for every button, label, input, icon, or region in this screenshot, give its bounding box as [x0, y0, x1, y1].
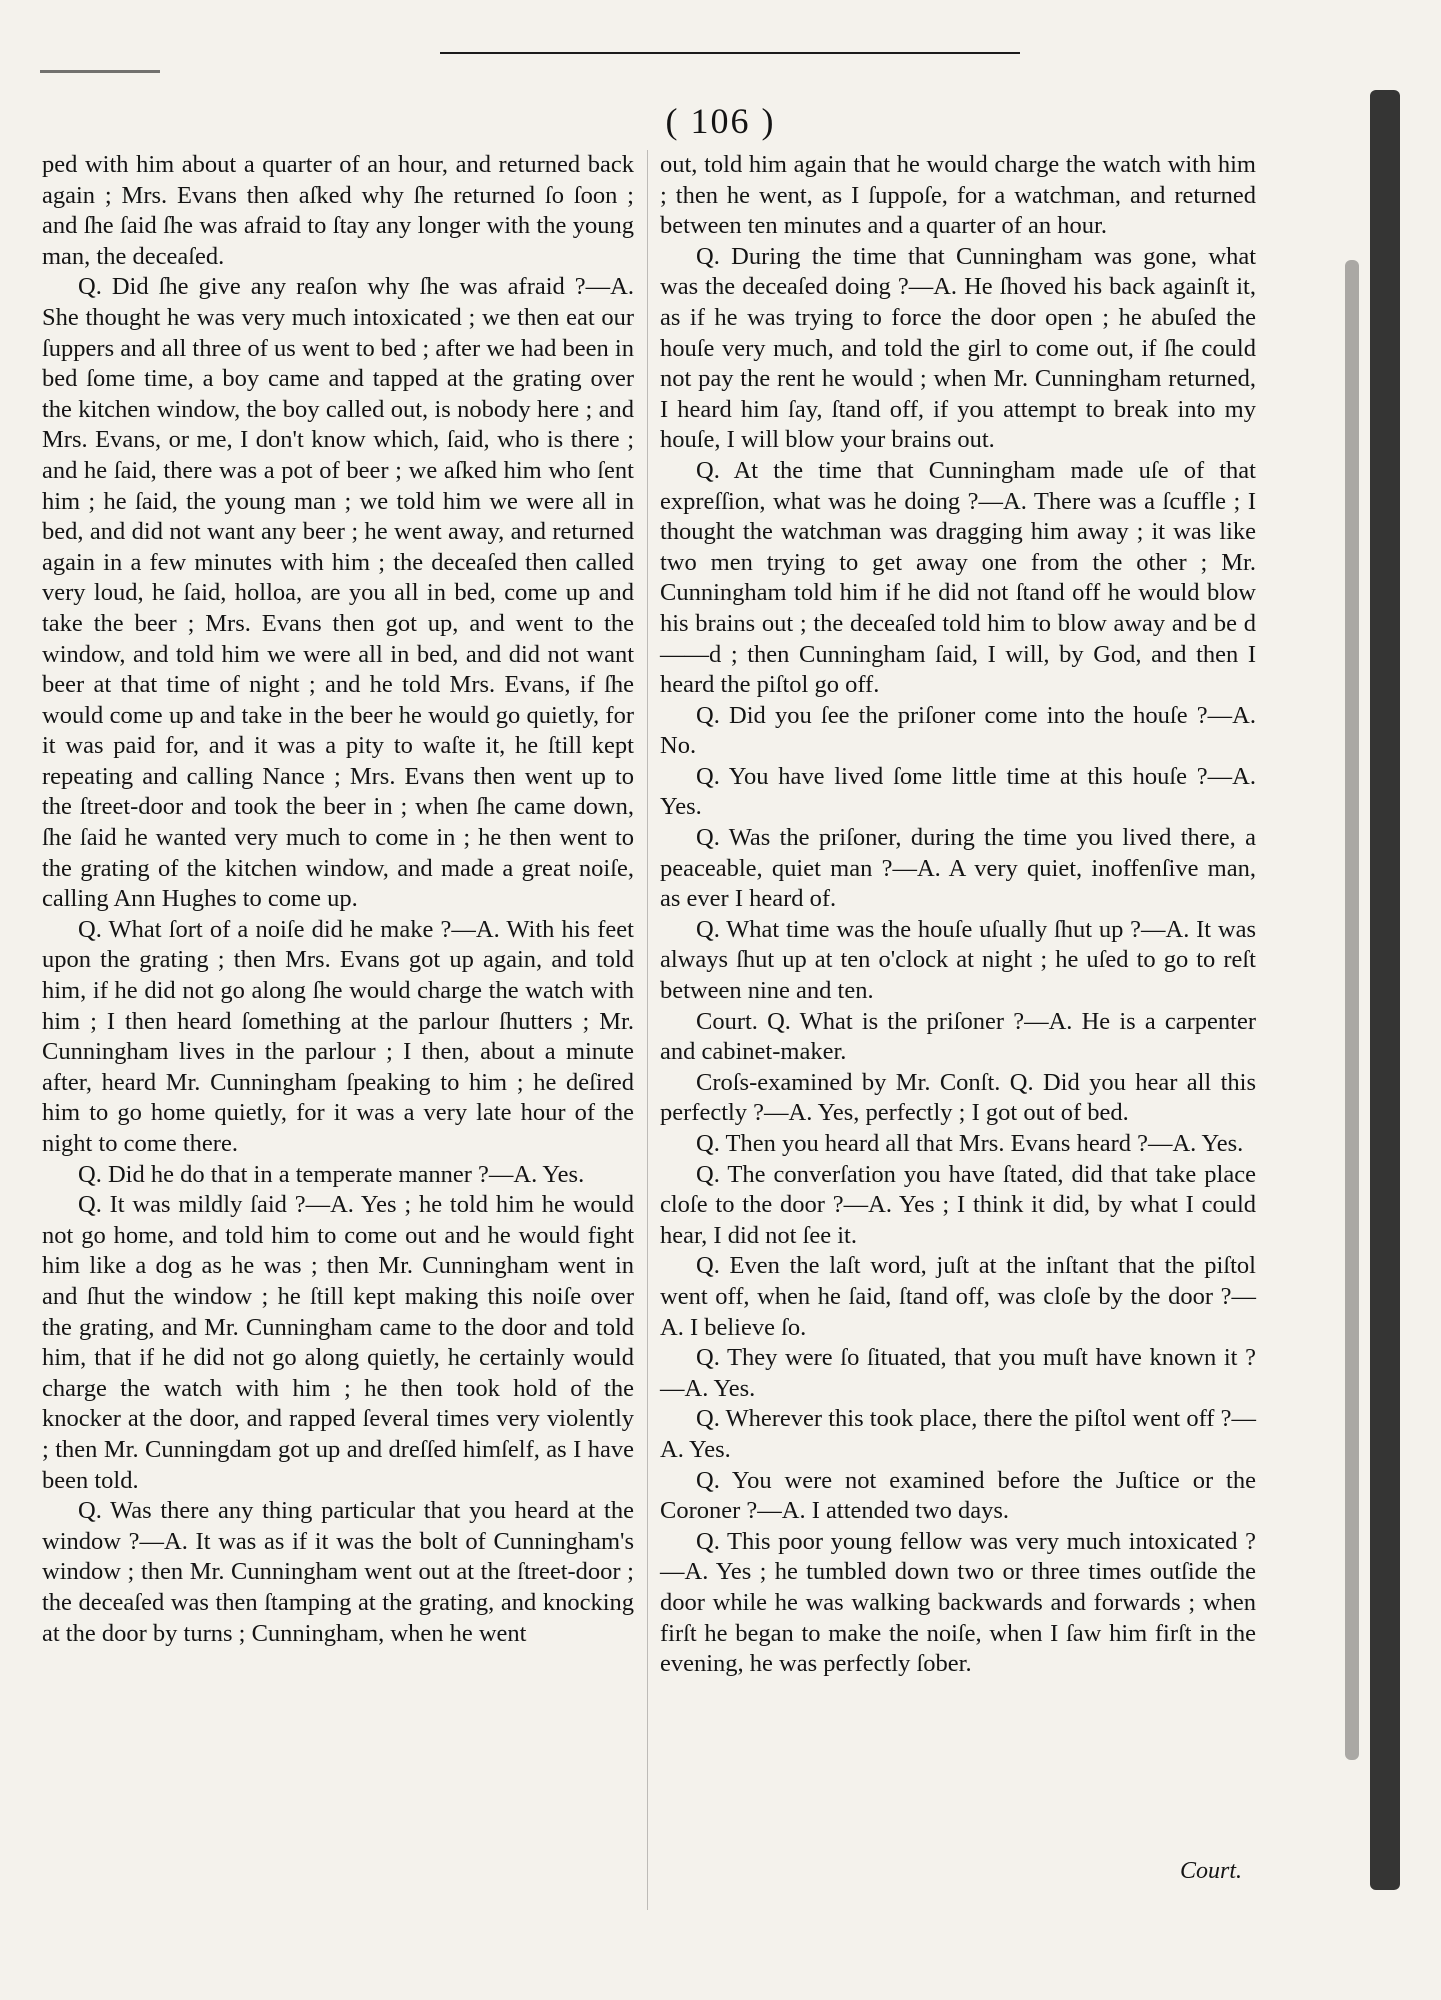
paragraph: out, told him again that he would charge the watch with him ; then he went, as I ſuppoſe, for a watchman, and returned between ten minutes and a quarter of an hour.	[660, 151, 1256, 240]
catchword: Court.	[1180, 1858, 1243, 1884]
paragraph: Q. You were not examined before the Juſtice or the Coroner ?—A. I attended two days.	[660, 1466, 1256, 1525]
paragraph: Q. It was mildly ſaid ?—A. Yes ; he told him he would not go home, and told him to come out and he would fight him like a dog as he was ; then Mr. Cunningham went in and ſhut the window ; he ſtill kept making this noiſe over the grating, and Mr. Cunningham came to the door and told him, that if he did not go along quietly, he certainly would charge the watch with him ; he then took hold of the knocker at the door, and rapped ſeveral times very violently ; then Mr. Cunningdam got up and dreſſed himſelf, as I have been told.	[42, 1191, 634, 1494]
column-divider	[647, 150, 648, 1910]
paragraph: Q. Then you heard all that Mrs. Evans heard ?—A. Yes.	[696, 1130, 1244, 1157]
page-number: ( 106 )	[665, 101, 776, 141]
paragraph: Q. Did you ſee the priſoner come into the houſe ?—A. No.	[660, 701, 1256, 760]
paragraph: Q. Even the laſt word, juſt at the inſtant that the piſtol went off, when he ſaid, ſtand off, was cloſe by the door ?—A. I believe ſo.	[660, 1252, 1256, 1341]
paragraph: Q. What time was the houſe uſually ſhut up ?—A. It was always ſhut up at ten o'clock at night ; he uſed to go to reſt between nine and ten.	[660, 915, 1256, 1005]
paragraph: Q. Was there any thing particular that you heard at the window ?—A. It was as if it was the bolt of Cunningham's window ; then Mr. Cunningham went out at the ſtreet-door ; the deceaſed was then ſtamping at the grating, and knocking at the door by turns ; Cunningham, when he went	[42, 1497, 634, 1647]
binding-shadow-edge	[1345, 260, 1359, 1760]
paragraph: Q. During the time that Cunningham was gone, what was the deceaſed doing ?—A. He ſhoved his back againſt it, as if he was trying to force the door open ; he abuſed the houſe very much, and told the girl to come out, if ſhe could not pay the rent he would ; when Mr. Cunningham returned, I heard him ſay, ſtand off, if you attempt to break into my houſe, I will blow your brains out.	[660, 242, 1256, 454]
header-rule-left-fragment	[40, 70, 160, 73]
paragraph: Croſs-examined by Mr. Conſt. Q. Did you hear all this perfectly ?—A. Yes, perfectly ; I got out of bed.	[660, 1068, 1256, 1127]
paragraph: Q. Was the priſoner, during the time you lived there, a peaceable, quiet man ?—A. A very quiet, inoffenſive man, as ever I heard of.	[660, 824, 1256, 913]
left-column	[42, 150, 634, 1649]
paragraph: Q. You have lived ſome little time at this houſe ?—A. Yes.	[660, 762, 1256, 821]
binding-shadow	[1370, 90, 1400, 1890]
paragraph: Q. At the time that Cunningham made uſe of that expreſſion, what was he doing ?—A. There was a ſcuffle ; I thought the watchman was dragging him away ; it was like two men trying to get away one from the other ; Mr. Cunningham told him if he did not ſtand off he would blow his brains out ; the deceaſed told him to blow away and be d——d ; then Cunningham ſaid, I will, by God, and then I heard the piſtol go off.	[660, 456, 1256, 699]
paragraph: Q. What ſort of a noiſe did he make ?—A. With his feet upon the grating ; then Mrs. Evans got up again, and told him, if he did not go along ſhe would charge the watch with him ; I then heard ſomething at the parlour ſhutters ; Mr. Cunningham lives in the parlour ; I then, about a minute after, heard Mr. Cunningham ſpeaking to him ; he deſired him to go home quietly, for it was a very late hour of the night to come there.	[42, 915, 634, 1157]
header-rule	[440, 52, 1020, 54]
paragraph: Q. They were ſo ſituated, that you muſt have known it ?—A. Yes.	[660, 1344, 1256, 1402]
paragraph: Q. Did ſhe give any reaſon why ſhe was afraid ?—A. She thought he was very much intoxicated ; we then eat our ſuppers and all three of us went to bed ; after we had been in bed ſome time, a boy came and tapped at the grating over the kitchen window, the boy called out, is nobody here ; and Mrs. Evans, or me, I don't know which, ſaid, who is there ; and he ſaid, there was a pot of beer ; we aſked him who ſent him ; he ſaid, the young man ; we told him we were all in bed, and did not want any beer ; he went away, and returned again in a few minutes with him ; the deceaſed then called very loud, he ſaid, holloa, are you all in bed, come up and take the beer ; Mrs. Evans then got up, and went to the window, and told him we were all in bed, and did not want beer at that time of night ; and he told Mrs. Evans, if ſhe would come up and take in the beer he would go quietly, for it was paid for, and it was a pity to waſte it, he ſtill kept repeating and calling Nance ; Mrs. Evans then went up to the ſtreet-door and took the beer in ; when ſhe came down, ſhe ſaid he wanted very much to come in ; he then went to the grating of the kitchen window, and made a great noiſe, calling Ann Hughes to come up.	[42, 273, 634, 913]
paragraph: Court. Q. What is the priſoner ?—A. He is a carpenter and cabinet-maker.	[660, 1007, 1256, 1066]
paragraph: Q. This poor young fellow was very much intoxicated ?—A. Yes ; he tumbled down two or three times outſide the door while he was walking backwards and forwards ; when firſt he began to make the noiſe, when I ſaw him firſt in the evening, he was perfectly ſober.	[660, 1527, 1256, 1678]
paragraph: Q. Did he do that in a temperate manner ?—A. Yes.	[78, 1160, 585, 1188]
paragraph: ped with him about a quarter of an hour, and returned back again ; Mrs. Evans then aſked why ſhe returned ſo ſoon ; and ſhe ſaid ſhe was afraid to ſtay any longer with the young man, the deceaſed.	[42, 151, 634, 270]
right-column	[660, 150, 1256, 1680]
paragraph: Q. The converſation you have ſtated, did that take place cloſe to the door ?—A. Yes ; I think it did, by what I could hear, I did not ſee it.	[660, 1160, 1256, 1249]
paragraph: Q. Wherever this took place, there the piſtol went off ?—A. Yes.	[660, 1405, 1256, 1463]
